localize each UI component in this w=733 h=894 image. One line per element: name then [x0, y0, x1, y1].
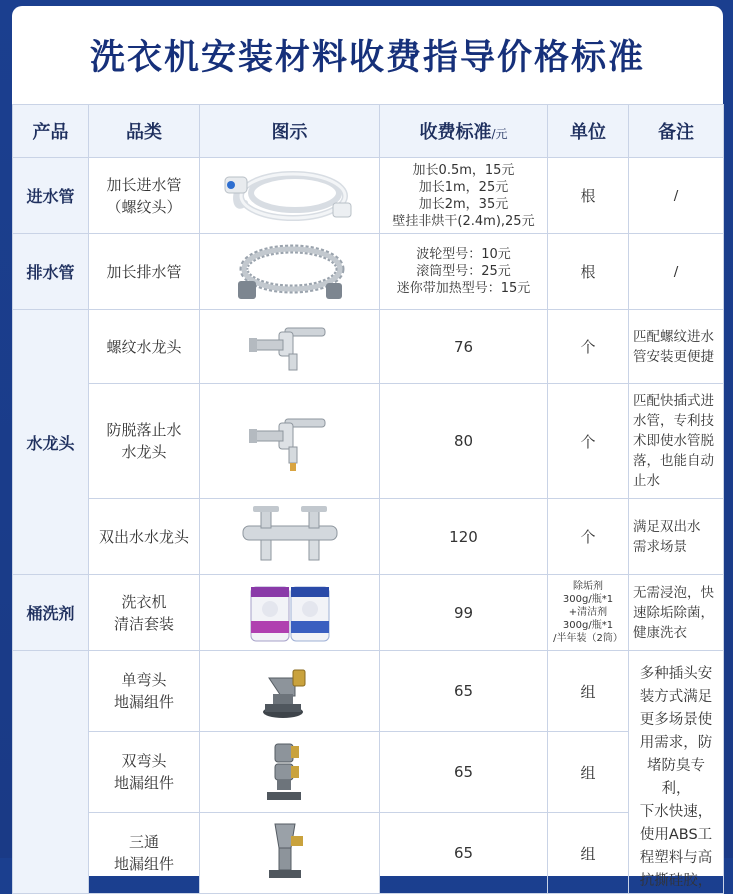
category-cell: [89, 651, 200, 732]
note-line: 使用ABS工: [639, 827, 713, 843]
price-table: [12, 104, 724, 894]
note-line: 速除垢除菌，: [633, 604, 714, 621]
header-fee: [380, 105, 548, 158]
note-line: 健康洗衣: [633, 624, 687, 641]
category-line: 加长进水管: [106, 175, 182, 194]
category-line: 双弯头: [121, 752, 167, 770]
floor-drain-tee-image: [255, 818, 325, 888]
fee-line: 加长0.5m，15元: [412, 162, 515, 178]
unit-line: +清洁剂: [568, 607, 608, 618]
product-cell-empty: [13, 651, 89, 894]
table-row: [13, 310, 724, 384]
note-cell: /: [629, 158, 724, 234]
table-row: [13, 732, 724, 813]
category-cell: [89, 732, 200, 813]
double-faucet-image: [235, 504, 345, 570]
table-row: [13, 234, 724, 310]
drain-hose-image: [220, 239, 360, 305]
category-cell: [89, 234, 200, 310]
category-cell: [89, 384, 200, 499]
fee-cell: [380, 158, 548, 234]
unit-cell: 组: [548, 732, 629, 813]
unit-cell: 个: [548, 499, 629, 575]
fee-line: 加长2m，35元: [418, 196, 509, 212]
note-line: 术即使水管脱: [633, 433, 714, 449]
header-fee-label: 收费标准: [419, 122, 492, 143]
header-note: 备注: [629, 105, 724, 158]
fee-cell: 65: [380, 813, 548, 894]
category-line: 清洁套装: [113, 614, 174, 633]
faucet-image: [245, 401, 335, 481]
note-line: 匹配快插式进: [633, 393, 714, 409]
fee-cell: 120: [380, 499, 548, 575]
unit-line: 300g/瓶*1: [562, 594, 614, 605]
note-line: 多种插头安: [639, 666, 713, 682]
note-line: 止水: [633, 473, 660, 489]
page-title: 洗衣机安装材料收费指导价格标准: [89, 38, 645, 78]
product-cell: 进水管: [13, 158, 89, 234]
category-cell: [89, 158, 200, 234]
table-row: [13, 813, 724, 894]
image-cell: [200, 813, 380, 894]
image-cell: [200, 234, 380, 310]
note-cell: /: [629, 234, 724, 310]
header-product: 产品: [13, 105, 89, 158]
unit-cell: 根: [548, 234, 629, 310]
unit-cell: 个: [548, 310, 629, 384]
table-row: [13, 499, 724, 575]
header-fee-unit: /元: [491, 127, 508, 141]
fee-line: 波轮型号：10元: [416, 247, 511, 262]
image-cell: [200, 732, 380, 813]
note-line: 匹配螺纹进水: [633, 328, 714, 345]
table-row: [13, 651, 724, 732]
category-line: 双出水水龙头: [98, 527, 189, 546]
note-line: 抗撕硅胶，: [639, 873, 713, 889]
image-cell: [200, 651, 380, 732]
note-cell: [629, 499, 724, 575]
image-cell: [200, 499, 380, 575]
category-line: 地漏组件: [113, 774, 174, 792]
category-cell: [89, 310, 200, 384]
category-line: 水龙头: [121, 443, 167, 461]
category-cell: [89, 813, 200, 894]
unit-cell: 个: [548, 384, 629, 499]
unit-cell: 组: [548, 651, 629, 732]
unit-cell: 组: [548, 813, 629, 894]
image-cell: [200, 575, 380, 651]
category-line: 地漏组件: [113, 855, 174, 873]
inlet-hose-image: [215, 163, 365, 229]
category-line: （螺纹头）: [106, 197, 182, 216]
category-line: 三通: [128, 833, 159, 851]
note-line: 程塑料与高: [639, 850, 713, 866]
fee-line: 滚筒型号：25元: [416, 264, 511, 279]
unit-line: 除垢剂: [573, 581, 603, 592]
category-line: 单弯头: [121, 671, 167, 689]
note-line: 下水快速，: [639, 804, 713, 820]
note-line: 需求场景: [633, 538, 687, 555]
note-line: 无需浸泡，快: [633, 584, 714, 601]
table-row: [13, 158, 724, 234]
note-line: 堵防臭专利，: [647, 758, 705, 797]
table-row: [13, 384, 724, 499]
header-row: [13, 105, 724, 158]
note-cell: [629, 310, 724, 384]
image-cell: [200, 310, 380, 384]
note-line: 用需求，防: [639, 735, 713, 751]
note-cell: [629, 651, 724, 894]
note-line: 落，也能自动: [633, 453, 714, 469]
fee-cell: 65: [380, 651, 548, 732]
floor-drain-double-image: [255, 736, 325, 808]
fee-line: 加长1m，25元: [418, 179, 509, 195]
note-line: 更多场景使: [639, 712, 713, 728]
image-cell: [200, 158, 380, 234]
product-cell: 桶洗剂: [13, 575, 89, 651]
table-row: [13, 575, 724, 651]
category-cell: [89, 575, 200, 651]
unit-line: 300g/瓶*1: [562, 620, 614, 631]
fee-cell: 80: [380, 384, 548, 499]
fee-line: 迷你带加热型号：15元: [396, 281, 531, 296]
price-card: [12, 6, 723, 889]
note-line: 管安装更便捷: [633, 348, 714, 365]
note-line: 水管，专利技: [633, 413, 714, 429]
product-cell: 水龙头: [13, 310, 89, 575]
fee-cell: 99: [380, 575, 548, 651]
note-cell: [629, 575, 724, 651]
fee-cell: [380, 234, 548, 310]
note-cell: [629, 384, 724, 499]
category-line: 地漏组件: [113, 693, 174, 711]
header-image: 图示: [200, 105, 380, 158]
note-line: 装方式满足: [639, 689, 713, 705]
header-unit: 单位: [548, 105, 629, 158]
cleaner-kit-image: [245, 581, 335, 645]
floor-drain-single-image: [255, 656, 325, 726]
fee-cell: 76: [380, 310, 548, 384]
faucet-image: [245, 314, 335, 380]
header-category: 品类: [89, 105, 200, 158]
category-line: 加长排水管: [106, 262, 182, 281]
category-line: 防脱落止水: [106, 421, 182, 439]
note-line: 满足双出水: [633, 518, 701, 535]
image-cell: [200, 384, 380, 499]
unit-line: /半年装（2筒）: [553, 633, 623, 644]
unit-cell: [548, 575, 629, 651]
product-cell: 排水管: [13, 234, 89, 310]
category-line: 螺纹水龙头: [106, 337, 182, 356]
fee-cell: 65: [380, 732, 548, 813]
category-cell: [89, 499, 200, 575]
fee-line: 壁挂非烘干(2.4m),25元: [392, 213, 535, 229]
category-line: 洗衣机: [121, 592, 167, 611]
unit-cell: 根: [548, 158, 629, 234]
